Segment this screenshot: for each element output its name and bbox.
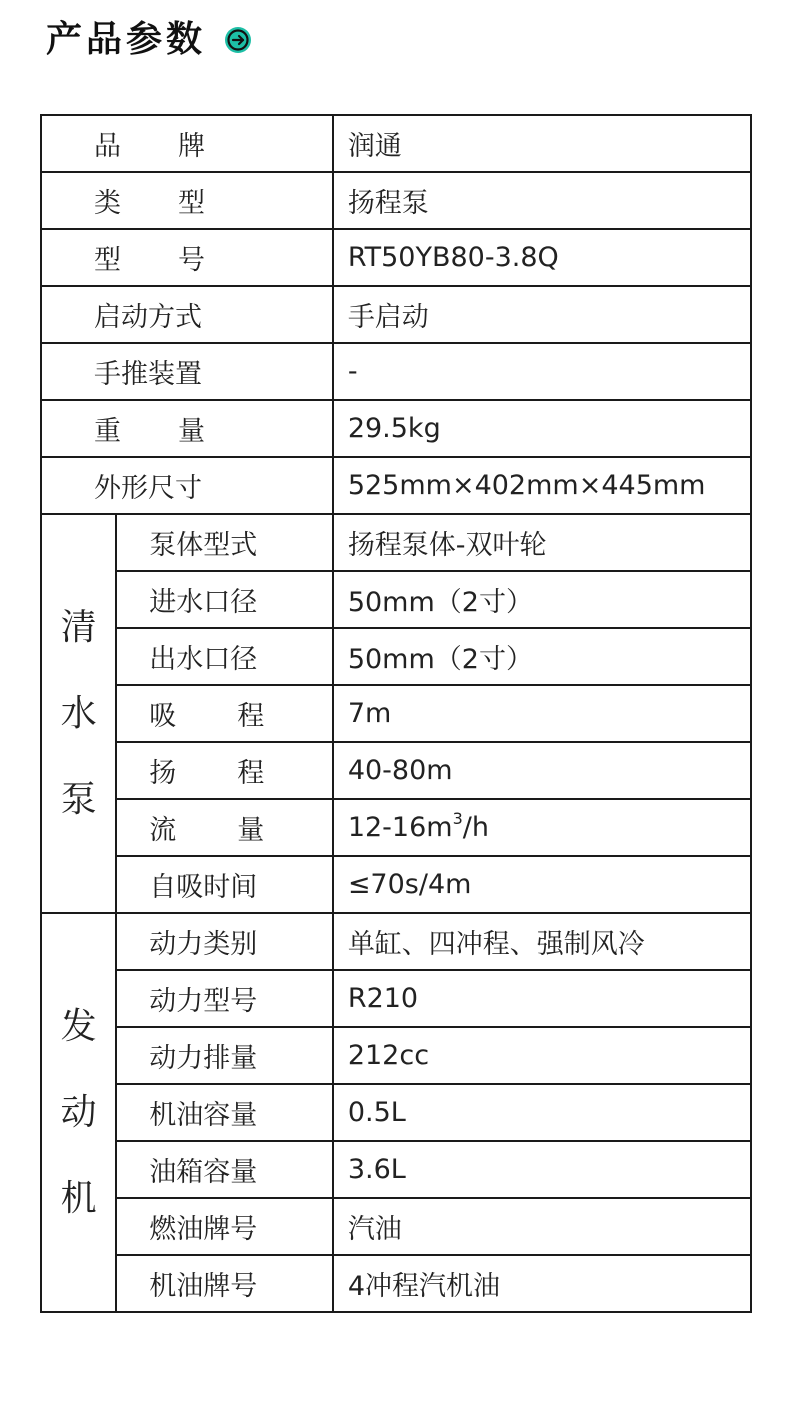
row-value: RT50YB80-3.8Q <box>333 229 751 286</box>
row-label: 动力型号 <box>116 970 333 1027</box>
row-value: 单缸、四冲程、强制风冷 <box>333 913 751 970</box>
spec-table <box>40 114 752 1313</box>
row-label: 外形尺寸 <box>41 457 333 514</box>
row-label: 燃油牌号 <box>116 1198 333 1255</box>
row-value: 汽油 <box>333 1198 751 1255</box>
row-value: 4冲程汽机油 <box>333 1255 751 1312</box>
row-label: 型 号 <box>41 229 333 286</box>
table-row <box>41 1027 751 1084</box>
row-value: R210 <box>333 970 751 1027</box>
row-label: 流 量 <box>116 799 333 856</box>
row-label: 吸 程 <box>116 685 333 742</box>
row-value: 扬程泵体-双叶轮 <box>333 514 751 571</box>
row-label: 重 量 <box>41 400 333 457</box>
row-value: 扬程泵 <box>333 172 751 229</box>
row-label: 品 牌 <box>41 115 333 172</box>
group-label-engine: 发动机 <box>41 913 116 1312</box>
row-label: 自吸时间 <box>116 856 333 913</box>
table-row <box>41 1198 751 1255</box>
row-label: 动力排量 <box>116 1027 333 1084</box>
row-label: 类 型 <box>41 172 333 229</box>
row-value: 50mm（2寸） <box>333 628 751 685</box>
row-value: - <box>333 343 751 400</box>
table-row <box>41 286 751 343</box>
table-row <box>41 229 751 286</box>
row-value: 40-80m <box>333 742 751 799</box>
page-title: 产品参数 <box>46 19 207 60</box>
row-value: 50mm（2寸） <box>333 571 751 628</box>
table-row <box>41 571 751 628</box>
table-row <box>41 1255 751 1312</box>
row-label: 动力类别 <box>116 913 333 970</box>
row-value: 0.5L <box>333 1084 751 1141</box>
table-row <box>41 685 751 742</box>
table-row <box>41 172 751 229</box>
row-label: 出水口径 <box>116 628 333 685</box>
table-row <box>41 1141 751 1198</box>
arrow-right-circle-icon[interactable] <box>224 26 252 54</box>
row-value: 润通 <box>333 115 751 172</box>
group-label-pump: 清水泵 <box>41 514 116 913</box>
table-row <box>41 400 751 457</box>
row-value: ≤70s/4m <box>333 856 751 913</box>
table-row <box>41 115 751 172</box>
row-label: 油箱容量 <box>116 1141 333 1198</box>
row-label: 机油牌号 <box>116 1255 333 1312</box>
table-row <box>41 799 751 856</box>
row-label: 扬 程 <box>116 742 333 799</box>
row-value: 3.6L <box>333 1141 751 1198</box>
table-row <box>41 514 751 571</box>
row-value: 7m <box>333 685 751 742</box>
table-row <box>41 1084 751 1141</box>
row-value: $12-16m^3/h$ <box>333 799 751 856</box>
row-value: 29.5kg <box>333 400 751 457</box>
table-row <box>41 742 751 799</box>
table-row <box>41 856 751 913</box>
row-label: 机油容量 <box>116 1084 333 1141</box>
row-value: 手启动 <box>333 286 751 343</box>
row-value: 525mm×402mm×445mm <box>333 457 751 514</box>
table-row <box>41 628 751 685</box>
row-value: 212cc <box>333 1027 751 1084</box>
table-row <box>41 970 751 1027</box>
table-row <box>41 457 751 514</box>
table-row <box>41 913 751 970</box>
row-label: 手推装置 <box>41 343 333 400</box>
row-label: 启动方式 <box>41 286 333 343</box>
table-row <box>41 343 751 400</box>
row-label: 泵体型式 <box>116 514 333 571</box>
row-label: 进水口径 <box>116 571 333 628</box>
page-header <box>46 14 252 66</box>
